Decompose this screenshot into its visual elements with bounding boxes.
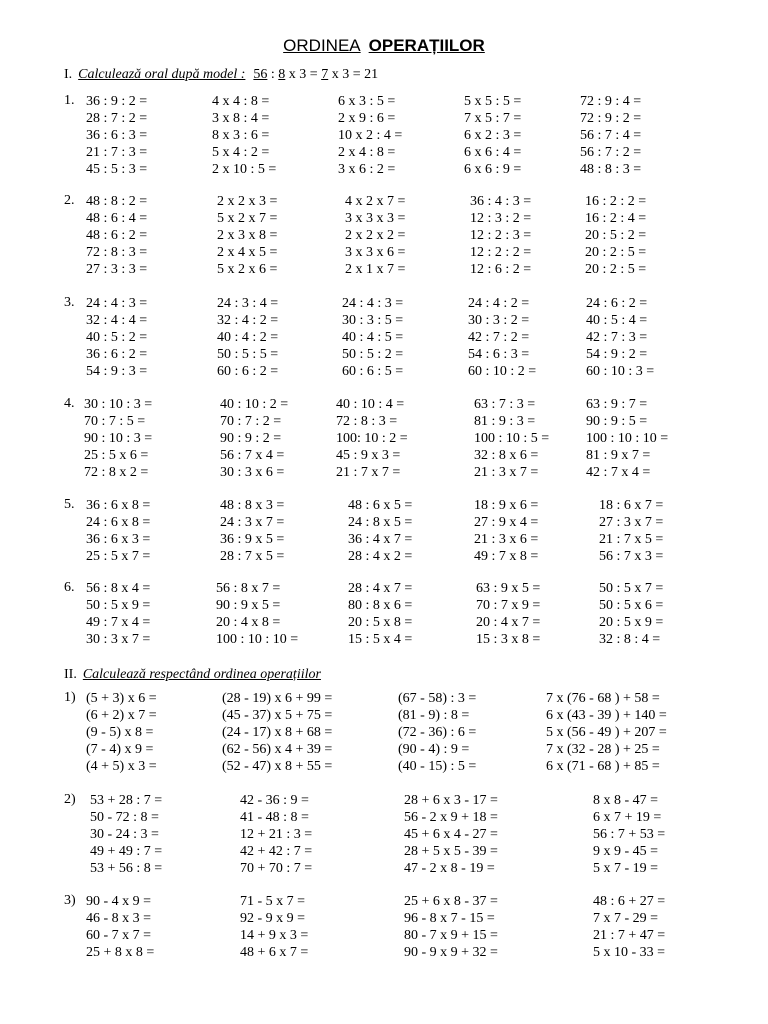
exercise: 30 - 24 : 3 =	[90, 827, 159, 842]
exercise: 12 : 2 : 2 =	[470, 245, 532, 260]
exercise-column	[586, 295, 654, 380]
exercise-column	[474, 396, 549, 481]
exercise: 42 + 42 : 7 =	[240, 844, 313, 859]
exercise: 56 : 8 x 4 =	[86, 581, 151, 596]
exercise: 56 : 7 : 2 =	[580, 145, 642, 160]
exercise: (4 + 5) x 3 =	[86, 759, 157, 774]
model-rest: x 3 = 21	[331, 67, 379, 82]
exercise: 18 : 9 x 6 =	[474, 498, 539, 513]
exercise: 24 : 3 : 4 =	[217, 296, 279, 311]
exercise: 30 : 3 x 6 =	[220, 465, 285, 480]
exercise: 47 - 2 x 8 - 19 =	[404, 861, 495, 876]
exercise: 28 : 4 x 7 =	[348, 581, 413, 596]
group-number: 1)	[64, 690, 76, 705]
exercise: 4 x 2 x 7 =	[345, 194, 406, 209]
exercise: 6 x (43 - 39 ) + 140 =	[546, 708, 667, 723]
exercise: 72 : 9 : 4 =	[580, 94, 642, 109]
exercise: 50 : 5 : 5 =	[217, 347, 279, 362]
exercise: 48 : 8 : 3 =	[580, 162, 642, 177]
exercise: 27 : 3 x 7 =	[599, 515, 664, 530]
exercise-column	[593, 893, 665, 961]
exercise: 2 x 4 x 5 =	[217, 245, 278, 260]
exercise: 3 x 3 x 3 =	[345, 211, 406, 226]
section1-roman: I.	[64, 67, 73, 82]
exercise-column	[468, 295, 536, 380]
section2-instruction: Calculează respectând ordinea operațiilor	[82, 667, 321, 682]
exercise: 3 x 6 : 2 =	[338, 162, 396, 177]
section2-roman: II.	[64, 667, 77, 682]
exercise: 6 x (71 - 68 ) + 85 =	[546, 759, 660, 774]
exercise: (9 - 5) x 8 =	[86, 725, 154, 740]
exercise: (52 - 47) x 8 + 55 =	[222, 759, 333, 774]
exercise: 24 : 8 x 5 =	[348, 515, 413, 530]
exercise: 16 : 2 : 2 =	[585, 194, 647, 209]
exercise-column	[546, 690, 667, 775]
exercise: 46 - 8 x 3 =	[86, 911, 152, 926]
exercise: 45 : 5 : 3 =	[86, 162, 148, 177]
exercise: 5 x 5 : 5 =	[464, 94, 522, 109]
exercise: 2 x 2 x 3 =	[217, 194, 278, 209]
exercise-column	[84, 396, 152, 481]
exercise-column	[240, 792, 312, 877]
exercise: 90 : 9 x 5 =	[216, 598, 281, 613]
exercise: 48 : 8 : 2 =	[86, 194, 148, 209]
exercise: 21 : 3 x 7 =	[474, 465, 539, 480]
exercise: 100 : 10 : 10 =	[586, 431, 669, 446]
exercise: (67 - 58) : 3 =	[398, 691, 477, 706]
exercise: 56 - 2 x 9 + 18 =	[404, 810, 498, 825]
exercise: 7 x (32 - 28 ) + 25 =	[546, 742, 660, 757]
group-number: 6.	[64, 580, 75, 595]
exercise-column	[86, 93, 147, 178]
exercise: 28 : 4 x 2 =	[348, 549, 413, 564]
exercise-column	[404, 792, 498, 877]
exercise: 60 : 10 : 2 =	[468, 364, 537, 379]
exercise: 42 - 36 : 9 =	[240, 793, 309, 808]
exercise: (72 - 36) : 6 =	[398, 725, 477, 740]
exercise-column	[585, 193, 646, 278]
group-number: 4.	[64, 396, 75, 411]
exercise: 7 x (76 - 68 ) + 58 =	[546, 691, 660, 706]
exercise: 48 : 8 x 3 =	[220, 498, 285, 513]
exercise-column	[586, 396, 668, 481]
exercise: 41 - 48 : 8 =	[240, 810, 309, 825]
exercise: 63 : 7 : 3 =	[474, 397, 536, 412]
exercise: 14 + 9 x 3 =	[240, 928, 309, 943]
exercise: 25 : 5 x 7 =	[86, 549, 151, 564]
exercise-column	[240, 893, 308, 961]
exercise: 27 : 3 : 3 =	[86, 262, 148, 277]
exercise: 48 : 6 x 5 =	[348, 498, 413, 513]
exercise: 70 : 7 : 5 =	[84, 414, 146, 429]
exercise-column	[476, 580, 540, 648]
exercise: (28 - 19) x 6 + 99 =	[222, 691, 333, 706]
exercise: 40 : 4 : 2 =	[217, 330, 279, 345]
exercise: 10 x 2 : 4 =	[338, 128, 403, 143]
exercise: 20 : 5 : 2 =	[585, 228, 647, 243]
exercise: 20 : 4 x 8 =	[216, 615, 281, 630]
model-example	[253, 67, 378, 82]
exercise-column	[474, 497, 538, 565]
exercise: 5 x 2 x 7 =	[217, 211, 278, 226]
exercise: 50 : 5 x 6 =	[599, 598, 664, 613]
model-b: 8	[278, 67, 286, 82]
exercise: 48 + 6 x 7 =	[240, 945, 309, 960]
exercise: 45 : 9 x 3 =	[336, 448, 401, 463]
exercise: 30 : 3 x 7 =	[86, 632, 151, 647]
exercise: 24 : 3 x 7 =	[220, 515, 285, 530]
exercise-column	[348, 580, 412, 648]
exercise-column	[86, 893, 154, 961]
exercise: 24 : 6 : 2 =	[586, 296, 648, 311]
exercise: 28 + 6 x 3 - 17 =	[404, 793, 498, 808]
exercise: 60 : 6 : 2 =	[217, 364, 279, 379]
title-part1: ORDINEA	[283, 36, 361, 55]
section2-heading	[64, 667, 321, 683]
group-number: 5.	[64, 497, 75, 512]
exercise: 36 : 4 : 3 =	[470, 194, 532, 209]
exercise: 24 : 4 : 3 =	[342, 296, 404, 311]
exercise: 90 : 10 : 3 =	[84, 431, 153, 446]
exercise: (45 - 37) x 5 + 75 =	[222, 708, 333, 723]
exercise: 5 x 4 : 2 =	[212, 145, 270, 160]
exercise: 60 : 10 : 3 =	[586, 364, 655, 379]
exercise: 24 : 6 x 8 =	[86, 515, 151, 530]
model-c: 7	[321, 67, 329, 82]
exercise: 100 : 10 : 10 =	[216, 632, 299, 647]
model-op1: :	[270, 67, 275, 82]
exercise-column	[222, 690, 332, 775]
exercise: 36 : 6 : 2 =	[86, 347, 148, 362]
exercise: 53 + 56 : 8 =	[90, 861, 163, 876]
exercise: 20 : 4 x 7 =	[476, 615, 541, 630]
exercise: 36 : 4 x 7 =	[348, 532, 413, 547]
exercise: 42 : 7 : 2 =	[468, 330, 530, 345]
exercise: 50 : 5 : 2 =	[342, 347, 404, 362]
exercise: 56 : 7 + 53 =	[593, 827, 666, 842]
exercise: 16 : 2 : 4 =	[585, 211, 647, 226]
exercise: 7 x 7 - 29 =	[593, 911, 659, 926]
exercise: 28 : 7 x 5 =	[220, 549, 285, 564]
exercise: (24 - 17) x 8 + 68 =	[222, 725, 333, 740]
group-number: 3.	[64, 295, 75, 310]
exercise-column	[220, 497, 284, 565]
exercise: 72 : 8 : 3 =	[336, 414, 398, 429]
exercise-column	[86, 295, 147, 380]
exercise: 60 : 6 : 5 =	[342, 364, 404, 379]
exercise: 2 x 10 : 5 =	[212, 162, 277, 177]
exercise: 21 : 7 x 7 =	[336, 465, 401, 480]
exercise: 49 : 7 x 8 =	[474, 549, 539, 564]
group-number: 3)	[64, 893, 76, 908]
exercise: 81 : 9 : 3 =	[474, 414, 536, 429]
exercise: 20 : 2 : 5 =	[585, 262, 647, 277]
exercise: 12 + 21 : 3 =	[240, 827, 313, 842]
page-title	[0, 36, 768, 56]
exercise: 32 : 4 : 4 =	[86, 313, 148, 328]
exercise: 8 x 3 : 6 =	[212, 128, 270, 143]
exercise: 90 - 9 x 9 + 32 =	[404, 945, 498, 960]
exercise: 56 : 8 x 7 =	[216, 581, 281, 596]
exercise: 6 x 3 : 5 =	[338, 94, 396, 109]
exercise: 36 : 9 : 2 =	[86, 94, 148, 109]
exercise: 48 : 6 : 2 =	[86, 228, 148, 243]
exercise: 36 : 6 x 3 =	[86, 532, 151, 547]
exercise: 96 - 8 x 7 - 15 =	[404, 911, 495, 926]
exercise: 100: 10 : 2 =	[336, 431, 408, 446]
exercise: 21 : 7 x 5 =	[599, 532, 664, 547]
exercise: 5 x (56 - 49 ) + 207 =	[546, 725, 667, 740]
exercise: 12 : 3 : 2 =	[470, 211, 532, 226]
exercise: 2 x 1 x 7 =	[345, 262, 406, 277]
exercise: 3 x 3 x 6 =	[345, 245, 406, 260]
title-part2: OPERAȚIILOR	[368, 36, 485, 55]
exercise-column	[220, 396, 288, 481]
exercise: (6 + 2) x 7 =	[86, 708, 157, 723]
exercise-column	[599, 497, 663, 565]
exercise: 72 : 8 x 2 =	[84, 465, 149, 480]
exercise: 25 + 6 x 8 - 37 =	[404, 894, 498, 909]
exercise: 32 : 8 : 4 =	[599, 632, 661, 647]
exercise: 90 - 4 x 9 =	[86, 894, 152, 909]
exercise-column	[580, 93, 641, 178]
exercise: 49 + 49 : 7 =	[90, 844, 163, 859]
exercise: 21 : 7 : 3 =	[86, 145, 148, 160]
exercise: 28 + 5 x 5 - 39 =	[404, 844, 498, 859]
exercise: 2 x 2 x 2 =	[345, 228, 406, 243]
exercise: 70 + 70 : 7 =	[240, 861, 313, 876]
exercise: 92 - 9 x 9 =	[240, 911, 306, 926]
exercise: 80 : 8 x 6 =	[348, 598, 413, 613]
exercise: 25 + 8 x 8 =	[86, 945, 155, 960]
group-number: 2)	[64, 792, 76, 807]
exercise: 72 : 8 : 3 =	[86, 245, 148, 260]
exercise: 36 : 6 x 8 =	[86, 498, 151, 513]
exercise: 15 : 5 x 4 =	[348, 632, 413, 647]
exercise: 15 : 3 x 8 =	[476, 632, 541, 647]
exercise: 54 : 9 : 2 =	[586, 347, 648, 362]
exercise: 32 : 4 : 2 =	[217, 313, 279, 328]
exercise: 81 : 9 x 7 =	[586, 448, 651, 463]
exercise: 24 : 4 : 2 =	[468, 296, 530, 311]
exercise: 54 : 9 : 3 =	[86, 364, 148, 379]
section1-heading	[64, 67, 378, 83]
exercise: 12 : 6 : 2 =	[470, 262, 532, 277]
exercise: 6 x 6 : 4 =	[464, 145, 522, 160]
exercise: (90 - 4) : 9 =	[398, 742, 470, 757]
exercise: 30 : 10 : 3 =	[84, 397, 153, 412]
exercise-column	[216, 580, 298, 648]
exercise-column	[90, 792, 162, 877]
exercise: 30 : 3 : 5 =	[342, 313, 404, 328]
exercise: 5 x 2 x 6 =	[217, 262, 278, 277]
exercise: 60 - 7 x 7 =	[86, 928, 152, 943]
exercise-column	[217, 295, 278, 380]
exercise: 90 : 9 : 2 =	[220, 431, 282, 446]
exercise-column	[342, 295, 403, 380]
exercise: 56 : 7 x 4 =	[220, 448, 285, 463]
exercise: 9 x 9 - 45 =	[593, 844, 659, 859]
exercise: 54 : 6 : 3 =	[468, 347, 530, 362]
exercise: 27 : 9 x 4 =	[474, 515, 539, 530]
exercise: 63 : 9 x 5 =	[476, 581, 541, 596]
exercise: 36 : 6 : 3 =	[86, 128, 148, 143]
exercise: 20 : 2 : 5 =	[585, 245, 647, 260]
exercise: 20 : 5 x 9 =	[599, 615, 664, 630]
exercise: 48 : 6 : 4 =	[86, 211, 148, 226]
exercise: 42 : 7 : 3 =	[586, 330, 648, 345]
exercise-column	[217, 193, 277, 278]
exercise-column	[345, 193, 405, 278]
exercise-column	[338, 93, 402, 178]
exercise: 21 : 3 x 6 =	[474, 532, 539, 547]
exercise: 53 + 28 : 7 =	[90, 793, 163, 808]
exercise: 40 : 5 : 4 =	[586, 313, 648, 328]
model-op2: x 3 =	[288, 67, 318, 82]
exercise: 36 : 9 x 5 =	[220, 532, 285, 547]
model-a: 56	[253, 67, 268, 82]
exercise-column	[404, 893, 498, 961]
exercise: 25 : 5 x 6 =	[84, 448, 149, 463]
group-number: 2.	[64, 193, 75, 208]
exercise: (7 - 4) x 9 =	[86, 742, 154, 757]
exercise: 7 x 5 : 7 =	[464, 111, 522, 126]
exercise: 50 : 5 x 9 =	[86, 598, 151, 613]
exercise: 32 : 8 x 6 =	[474, 448, 539, 463]
exercise: 71 - 5 x 7 =	[240, 894, 306, 909]
group-number: 1.	[64, 93, 75, 108]
exercise-column	[86, 690, 157, 775]
exercise: 40 : 5 : 2 =	[86, 330, 148, 345]
exercise-column	[593, 792, 665, 877]
exercise: 3 x 8 : 4 =	[212, 111, 270, 126]
exercise: 63 : 9 : 7 =	[586, 397, 648, 412]
exercise-column	[398, 690, 476, 775]
exercise: 4 x 4 : 8 =	[212, 94, 270, 109]
exercise: 6 x 6 : 9 =	[464, 162, 522, 177]
exercise: 20 : 5 x 8 =	[348, 615, 413, 630]
exercise: 40 : 10 : 4 =	[336, 397, 405, 412]
exercise-column	[86, 580, 150, 648]
exercise-column	[86, 193, 147, 278]
exercise-column	[470, 193, 531, 278]
exercise: 50 - 72 : 8 =	[90, 810, 159, 825]
exercise: 50 : 5 x 7 =	[599, 581, 664, 596]
exercise: 48 : 6 + 27 =	[593, 894, 666, 909]
exercise: 5 x 7 - 19 =	[593, 861, 659, 876]
exercise-column	[348, 497, 412, 565]
exercise: 40 : 4 : 5 =	[342, 330, 404, 345]
exercise: 49 : 7 x 4 =	[86, 615, 151, 630]
exercise: 42 : 7 x 4 =	[586, 465, 651, 480]
exercise: 2 x 3 x 8 =	[217, 228, 278, 243]
exercise: (62 - 56) x 4 + 39 =	[222, 742, 333, 757]
exercise: (5 + 3) x 6 =	[86, 691, 157, 706]
exercise: 5 x 10 - 33 =	[593, 945, 666, 960]
exercise: 90 : 9 : 5 =	[586, 414, 648, 429]
exercise: 30 : 3 : 2 =	[468, 313, 530, 328]
exercise: 45 + 6 x 4 - 27 =	[404, 827, 498, 842]
exercise: 28 : 7 : 2 =	[86, 111, 148, 126]
exercise: 24 : 4 : 3 =	[86, 296, 148, 311]
exercise: 56 : 7 : 4 =	[580, 128, 642, 143]
exercise: 6 x 2 : 3 =	[464, 128, 522, 143]
exercise: (40 - 15) : 5 =	[398, 759, 477, 774]
exercise: 40 : 10 : 2 =	[220, 397, 289, 412]
exercise: 70 : 7 : 2 =	[220, 414, 282, 429]
exercise: 21 : 7 + 47 =	[593, 928, 666, 943]
exercise: 72 : 9 : 2 =	[580, 111, 642, 126]
exercise-column	[86, 497, 150, 565]
exercise: 18 : 6 x 7 =	[599, 498, 664, 513]
section1-instruction: Calculează oral după model :	[78, 67, 246, 82]
exercise: 2 x 4 : 8 =	[338, 145, 396, 160]
exercise: 100 : 10 : 5 =	[474, 431, 550, 446]
exercise-column	[212, 93, 276, 178]
exercise-column	[599, 580, 663, 648]
exercise-column	[336, 396, 408, 481]
exercise: 70 : 7 x 9 =	[476, 598, 541, 613]
exercise: (81 - 9) : 8 =	[398, 708, 470, 723]
exercise: 56 : 7 x 3 =	[599, 549, 664, 564]
exercise: 12 : 2 : 3 =	[470, 228, 532, 243]
exercise: 6 x 7 + 19 =	[593, 810, 662, 825]
exercise-column	[464, 93, 521, 178]
exercise: 2 x 9 : 6 =	[338, 111, 396, 126]
exercise: 80 - 7 x 9 + 15 =	[404, 928, 498, 943]
exercise: 8 x 8 - 47 =	[593, 793, 659, 808]
